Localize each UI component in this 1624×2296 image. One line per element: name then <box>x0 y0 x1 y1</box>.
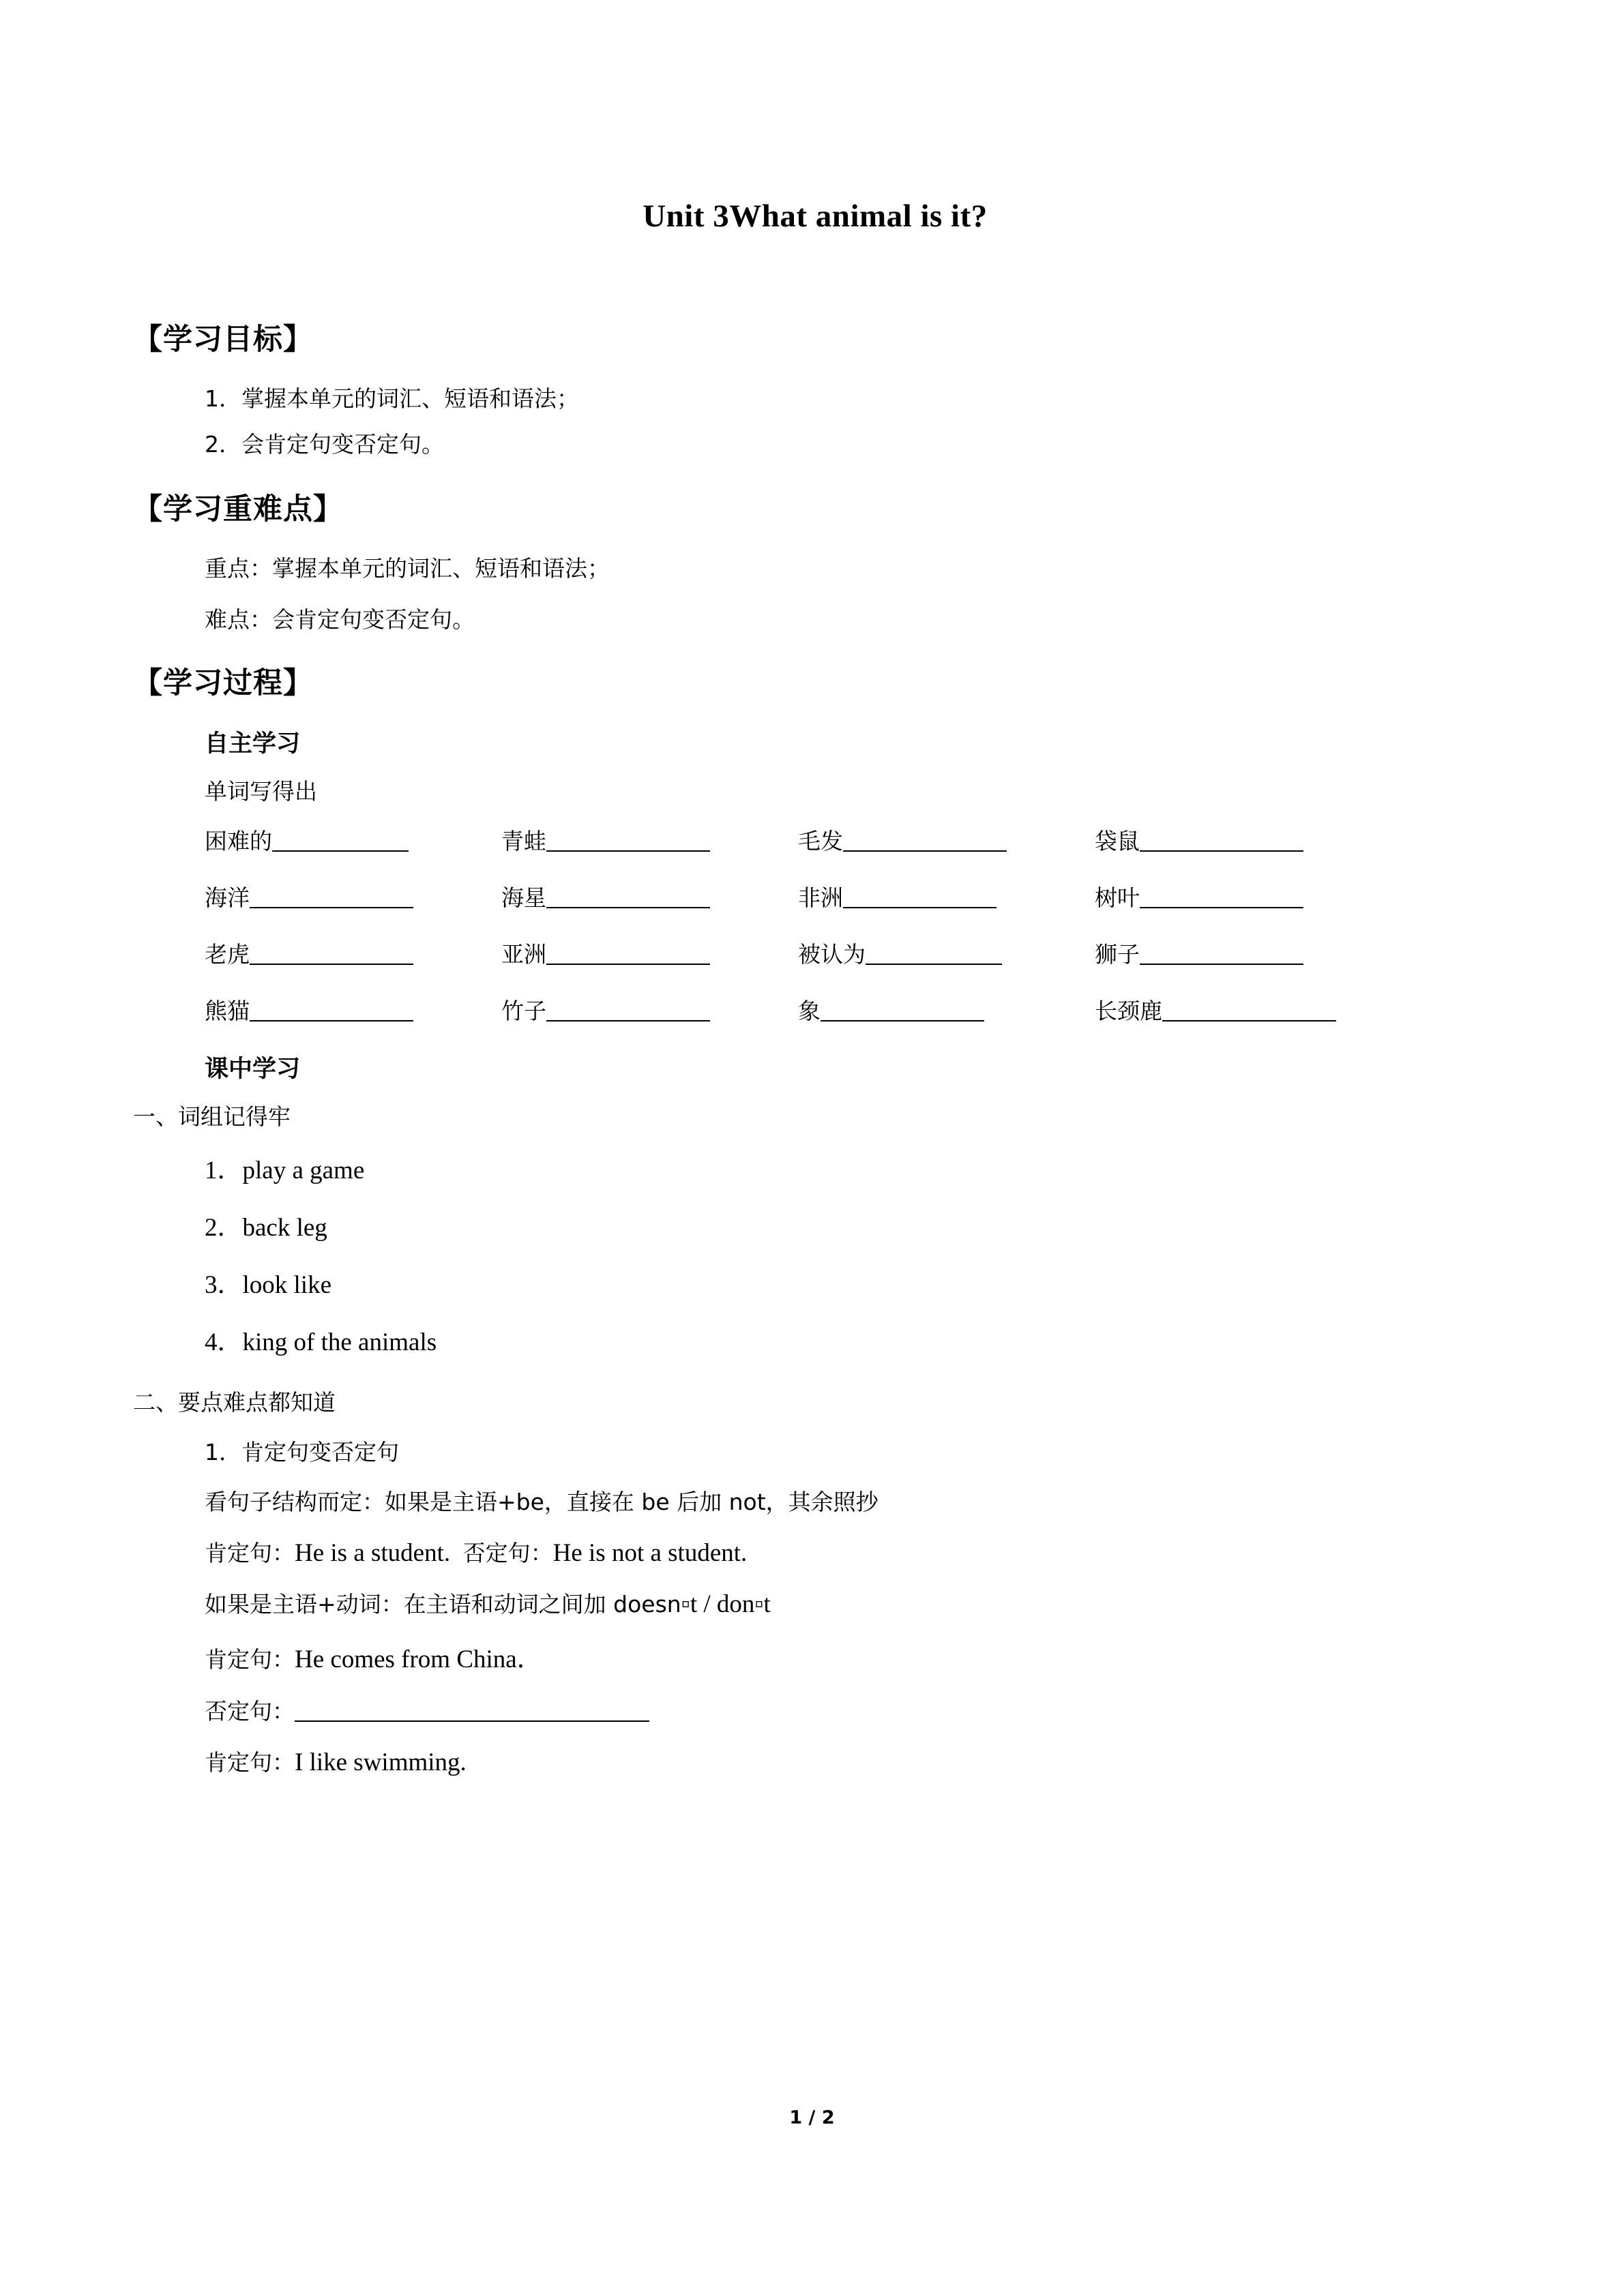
grammar-rule-2-text: 如果是主语+动词：在主语和动词之间加 doesn <box>205 1591 681 1617</box>
grammar-example-1 <box>133 1536 1497 1568</box>
answer-blank[interactable] <box>546 940 710 965</box>
grammar-rule-2-tail: / don <box>697 1590 755 1618</box>
vocab-label: 青蛙 <box>501 828 546 854</box>
vocab-cell <box>1095 824 1391 856</box>
vocab-cell <box>501 937 798 969</box>
vocab-cell <box>501 880 798 912</box>
vocab-cell <box>798 937 1095 969</box>
section-heading-keypoints: 【学习重难点】 <box>133 492 343 526</box>
negative-sentence: He is not a student. <box>552 1539 748 1567</box>
vocab-cell <box>205 880 501 912</box>
vocab-cell <box>798 994 1095 1026</box>
vocab-cell <box>501 824 798 856</box>
vocab-cell <box>798 824 1095 856</box>
answer-blank[interactable] <box>546 884 710 908</box>
affirmative-sentence: He comes from China． <box>295 1645 542 1673</box>
affirmative-sentence: He is a student. <box>295 1539 451 1567</box>
list-item: 1．掌握本单元的词汇、短语和语法； <box>205 385 579 412</box>
list-item: 4．king of the animals <box>205 1328 437 1356</box>
section-heading-objectives: 【学习目标】 <box>133 323 313 357</box>
vocab-label: 长颈鹿 <box>1095 998 1162 1024</box>
objectives-list <box>133 381 1497 459</box>
vocab-label: 海洋 <box>205 884 250 911</box>
apostrophe-box-2: ▫t <box>754 1590 771 1618</box>
answer-blank[interactable] <box>546 997 710 1022</box>
vocab-cell <box>205 824 501 856</box>
answer-blank[interactable] <box>821 997 984 1022</box>
vocab-cell <box>1095 994 1391 1026</box>
grammar-example-2 <box>133 1638 1497 1675</box>
answer-blank[interactable] <box>843 884 996 908</box>
subheading-in-class: 课中学习 <box>205 1056 301 1083</box>
vocab-label: 竹子 <box>501 998 546 1024</box>
answer-blank[interactable] <box>843 827 1007 852</box>
vocab-label: 非洲 <box>798 884 843 911</box>
answer-blank[interactable] <box>1140 940 1303 965</box>
answer-blank[interactable] <box>866 940 1002 965</box>
affirmative-label: 肯定句： <box>205 1540 295 1566</box>
vocab-cell <box>205 994 501 1026</box>
vocab-cell <box>501 994 798 1026</box>
answer-blank[interactable] <box>1140 884 1303 908</box>
answer-blank[interactable] <box>250 884 413 908</box>
vocab-cell <box>1095 880 1391 912</box>
subheading-self-study: 自主学习 <box>205 730 301 758</box>
vocab-cell <box>798 880 1095 912</box>
answer-blank[interactable] <box>250 940 413 965</box>
vocab-cell <box>1095 937 1391 969</box>
keypoint-major: 重点：掌握本单元的词汇、短语和语法； <box>205 555 610 582</box>
vocab-label: 树叶 <box>1095 884 1140 911</box>
point-item-1: 1．肯定句变否定句 <box>205 1439 399 1465</box>
heading-phrases: 一、词组记得牢 <box>133 1103 291 1130</box>
table-row <box>205 937 1497 969</box>
affirmative-label: 肯定句： <box>205 1749 295 1776</box>
vocab-label: 老虎 <box>205 941 250 968</box>
list-item: 2．back leg <box>205 1214 327 1242</box>
vocab-label: 海星 <box>501 884 546 911</box>
answer-blank[interactable] <box>546 827 710 852</box>
vocab-label: 被认为 <box>798 941 866 968</box>
table-row <box>205 994 1497 1026</box>
grammar-rule-1-text: 看句子结构而定：如果是主语+be，直接在 be 后加 not，其余照抄 <box>205 1489 879 1515</box>
table-row <box>205 824 1497 856</box>
answer-blank[interactable] <box>250 997 413 1022</box>
page-number: 1 / 2 <box>789 2107 835 2128</box>
keypoint-difficult: 难点：会肯定句变否定句。 <box>205 606 475 633</box>
vocabulary-grid <box>133 824 1497 1026</box>
self-study-instruction: 单词写得出 <box>205 778 317 805</box>
vocab-label: 亚洲 <box>501 941 546 968</box>
phrases-list <box>133 1149 1497 1358</box>
vocab-label: 困难的 <box>205 828 272 854</box>
grammar-example-3 <box>133 1745 1497 1777</box>
negative-label: 否定句： <box>205 1698 295 1725</box>
vocab-label: 熊猫 <box>205 998 250 1024</box>
grammar-answer-row <box>133 1694 1497 1726</box>
table-row <box>205 880 1497 912</box>
grammar-rule-2 <box>133 1587 1497 1619</box>
page-title: Unit 3What animal is it? <box>643 198 988 234</box>
grammar-rule-1 <box>133 1485 1497 1517</box>
vocab-label: 毛发 <box>798 828 843 854</box>
vocab-cell <box>205 937 501 969</box>
vocab-label: 象 <box>798 998 821 1024</box>
vocab-label: 狮子 <box>1095 941 1140 968</box>
heading-points: 二、要点难点都知道 <box>133 1389 336 1416</box>
answer-blank[interactable] <box>272 827 409 852</box>
negative-label: 否定句： <box>462 1540 553 1566</box>
section-heading-process: 【学习过程】 <box>133 666 313 700</box>
answer-blank[interactable] <box>1140 827 1303 852</box>
affirmative-label: 肯定句： <box>205 1646 295 1673</box>
list-item: 2．会肯定句变否定句。 <box>205 431 444 458</box>
vocab-label: 袋鼠 <box>1095 828 1140 854</box>
affirmative-sentence: I like swimming. <box>295 1748 467 1776</box>
answer-blank[interactable] <box>295 1697 649 1722</box>
apostrophe-box-1: ▫t <box>681 1590 698 1618</box>
list-item: 1．play a game <box>205 1157 365 1184</box>
answer-blank[interactable] <box>1162 997 1336 1022</box>
list-item: 3．look like <box>205 1271 332 1299</box>
document-body <box>133 198 1497 1796</box>
